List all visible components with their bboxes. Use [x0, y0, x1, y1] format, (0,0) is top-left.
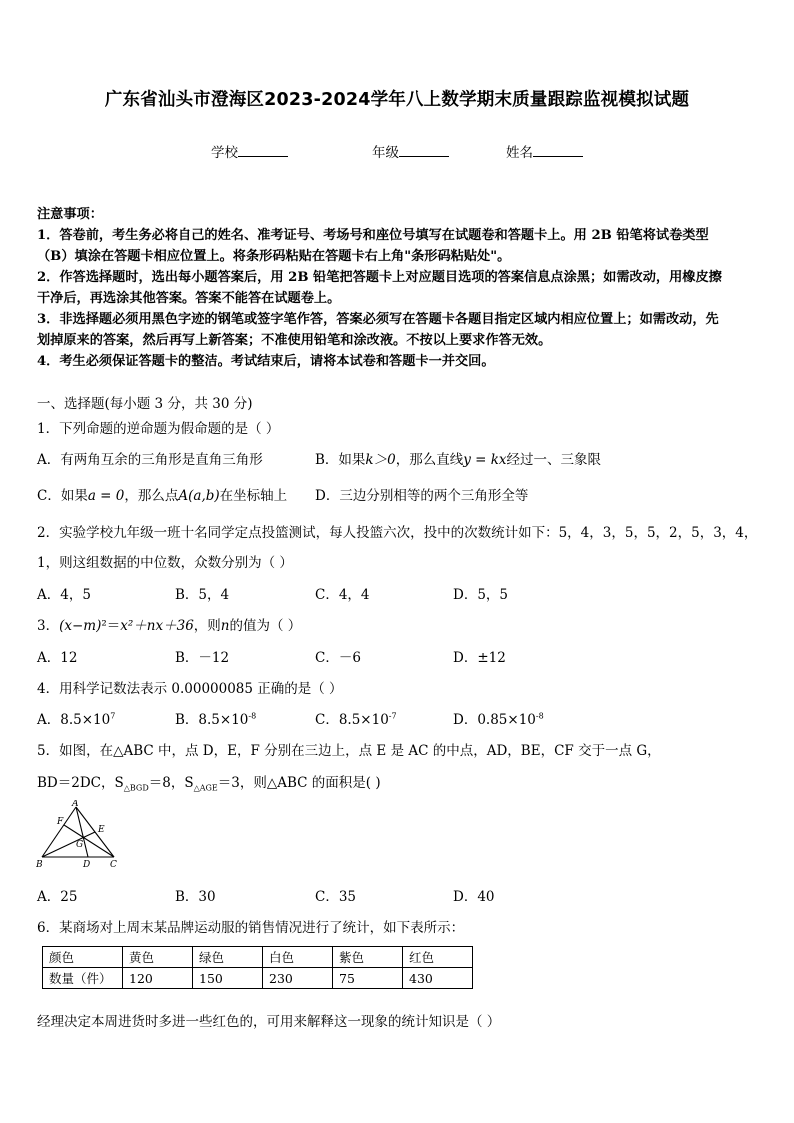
q3-option-c: C．－6 [315, 650, 361, 666]
label-c: C [110, 860, 117, 870]
table-cell: 430 [403, 968, 473, 989]
table-cell: 红色 [403, 947, 473, 968]
q4-c-exp: -7 [388, 711, 397, 721]
q4-option-c [315, 708, 397, 728]
q1-c-text: ，那么点 [124, 488, 179, 504]
note-line: 2．作答选择题时，选出每小题答案后，用 2B 铅笔把答题卡上对应题目选项的答案信息点涂黑；如需改动，用橡皮擦 [37, 270, 722, 285]
q4-b-exp: -8 [248, 711, 257, 721]
q4-d-base: D．0.85×10 [453, 712, 536, 728]
name-blank [533, 144, 583, 157]
table-cell: 绿色 [193, 947, 263, 968]
q4-option-d [453, 708, 544, 728]
q3-option-d: D．±12 [453, 650, 506, 666]
q3-math: n [220, 618, 230, 634]
q3-option-b: B．－12 [175, 650, 230, 666]
q4-d-exp: -8 [535, 711, 544, 721]
q1-b-math: k＞0 [365, 452, 396, 468]
label-b: B [36, 860, 43, 870]
table-cell: 230 [263, 968, 333, 989]
school-blank [238, 144, 288, 157]
q2-stem-line2: 1，则这组数据的中位数，众数分别为（ ） [37, 555, 293, 571]
notes-heading: 注意事项： [37, 207, 103, 222]
q4-stem: 4．用科学记数法表示 0.00000085 正确的是（ ） [37, 681, 343, 697]
q6-followup: 经理决定本周进货时多进一些红色的，可用来解释这一现象的统计知识是（ ） [37, 1014, 501, 1030]
q2-option-a: A．4，5 [37, 587, 91, 603]
q5-option-d: D．40 [453, 889, 495, 905]
q3-text: ²＝ [101, 618, 121, 634]
q3-text: ，则 [193, 618, 221, 634]
grade-field [372, 141, 449, 161]
q1-b-text: B．如果 [315, 452, 366, 468]
note-line: 划掉原来的答案，然后再写上新答案；不准使用铅笔和涂改液。不按以上要求作答无效。 [37, 333, 552, 348]
q6-stem: 6．某商场对上周末某品牌运动服的销售情况进行了统计，如下表所示： [37, 920, 465, 936]
table-cell: 白色 [263, 947, 333, 968]
grade-label: 年级 [372, 145, 399, 161]
table-cell: 数量（件） [43, 968, 123, 989]
q4-a-exp: 7 [110, 711, 116, 721]
note-line: 1．答卷前，考生务必将自己的姓名、准考证号、考场号和座位号填写在试题卷和答题卡上。用 2B 铅笔将试卷类型 [37, 228, 709, 243]
table-cell: 颜色 [43, 947, 123, 968]
q3-math: (x−m) [59, 618, 102, 634]
q5-option-a: A．25 [37, 889, 78, 905]
name-label: 姓名 [506, 145, 533, 161]
sales-table [42, 946, 473, 989]
label-e: E [98, 825, 105, 835]
q1-c-text: C．如果 [37, 488, 88, 504]
note-line: 干净后，再选涂其他答案。答案不能答在试题卷上。 [37, 291, 341, 306]
q5-stem-line1: 5．如图，在△ABC 中，点 D，E，F 分别在三边上，点 E 是 AC 的中点，AD，BE，CF 交于一点 G， [37, 743, 661, 759]
table-cell: 75 [333, 968, 403, 989]
segment-cf [64, 825, 114, 857]
table-cell: 120 [123, 968, 193, 989]
q5-stem-line2 [37, 771, 381, 793]
q2-option-b: B．5，4 [175, 587, 230, 603]
q3-text: 3． [37, 618, 60, 634]
q1-b-text: ，那么直线 [395, 452, 464, 468]
table-row [43, 968, 473, 989]
q2-option-d: D．5，5 [453, 587, 509, 603]
q1-c-text: 在坐标轴上 [219, 488, 288, 504]
q4-c-base: C．8.5×10 [315, 712, 389, 728]
label-f: F [57, 817, 64, 827]
q5-option-b: B．30 [175, 889, 216, 905]
label-g: G [76, 840, 84, 850]
label-a: A [72, 800, 79, 809]
note-line: （B）填涂在答题卡相应位置上。将条形码粘贴在答题卡右上角"条形码粘贴处"。 [37, 249, 511, 264]
q2-option-c: C．4，4 [315, 587, 370, 603]
q4-option-b [175, 708, 256, 728]
q5-subscript: △AGE [193, 783, 218, 793]
table-cell: 黄色 [123, 947, 193, 968]
q1-c-math: a = 0 [87, 488, 125, 504]
q4-option-a [37, 708, 115, 728]
q1-option-a: A．有两角互余的三角形是直角三角形 [37, 452, 263, 468]
q3-stem [37, 614, 301, 634]
q5-text: ＝3，则△ABC 的面积是( ) [217, 775, 381, 791]
q1-option-c [37, 484, 287, 504]
q5-text: ＝8，S [148, 775, 194, 791]
q5-text: BD＝2DC，S [37, 775, 124, 791]
school-field [211, 141, 288, 161]
q3-text: 的值为（ ） [229, 618, 302, 634]
q5-subscript: △BGD [123, 783, 149, 793]
q4-a-base: A．8.5×10 [37, 712, 111, 728]
section-heading: 一、选择题(每小题 3 分，共 30 分) [37, 396, 253, 412]
table-cell: 紫色 [333, 947, 403, 968]
q1-b-math: y = kx [463, 452, 507, 468]
triangle-figure [36, 800, 126, 870]
exam-title: 广东省汕头市澄海区2023-2024学年八上数学期末质量跟踪监视模拟试题 [104, 90, 690, 110]
grade-blank [399, 144, 449, 157]
note-line: 4．考生必须保证答题卡的整洁。考试结束后，请将本试卷和答题卡一并交回。 [37, 354, 495, 369]
table-cell: 150 [193, 968, 263, 989]
q1-stem: 1．下列命题的逆命题为假命题的是（ ） [37, 421, 280, 437]
label-d: D [83, 860, 91, 870]
q2-stem-line1: 2．实验学校九年级一班十名同学定点投篮测试，每人投篮六次，投中的次数统计如下：5，4，3，5，5，2，5，3，4， [37, 525, 758, 541]
q3-option-a: A．12 [37, 650, 78, 666]
name-field [506, 141, 583, 161]
school-label: 学校 [211, 145, 238, 161]
q1-option-d: D．三边分别相等的两个三角形全等 [315, 488, 529, 504]
q1-b-text: 经过一、三象限 [506, 452, 602, 468]
q1-option-b [315, 448, 601, 468]
q3-math: x²＋nx＋36 [120, 618, 194, 634]
q1-c-math: A(a,b) [178, 488, 220, 504]
q4-b-base: B．8.5×10 [175, 712, 249, 728]
note-line: 3．非选择题必须用黑色字迹的钢笔或签字笔作答，答案必须写在答题卡各题目指定区域内相应位置上；如需改动，先 [37, 312, 719, 327]
table-row [43, 947, 473, 968]
q5-option-c: C．35 [315, 889, 357, 905]
